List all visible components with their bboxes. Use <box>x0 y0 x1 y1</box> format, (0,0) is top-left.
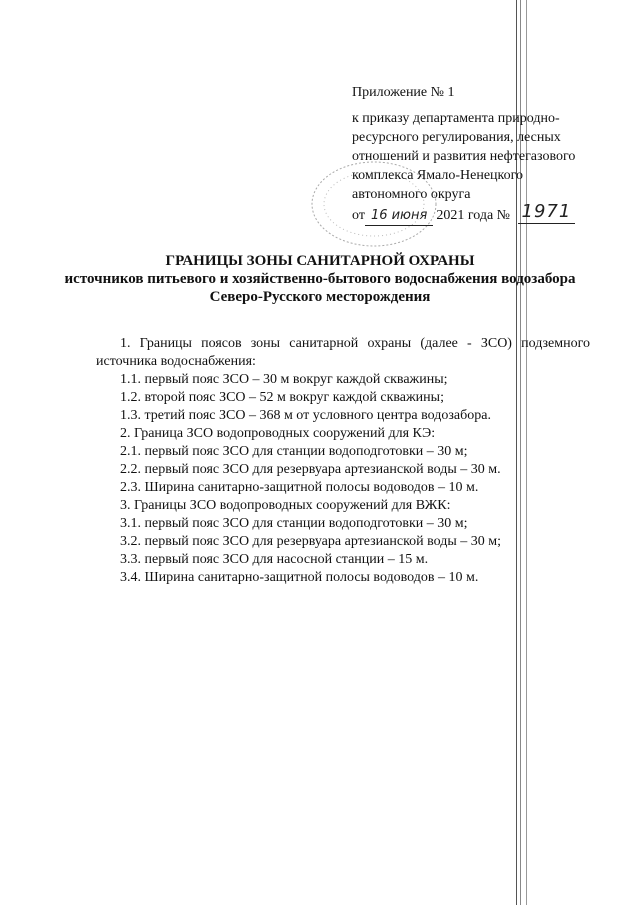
list-item: 3. Границы ЗСО водопроводных сооружений для ВЖК: <box>120 498 451 513</box>
list-item: 1.1. первый пояс ЗСО – 30 м вокруг каждой скважины; <box>120 372 448 387</box>
list-item: 2.1. первый пояс ЗСО для станции водоподготовки – 30 м; <box>120 444 468 459</box>
document-subtitle: Северо-Русского месторождения <box>209 289 431 305</box>
list-item: 2.3. Ширина санитарно-защитной полосы водоводов – 10 м. <box>120 480 479 495</box>
year-text: 2021 года № <box>436 208 511 223</box>
list-item: 3.3. первый пояс ЗСО для насосной станции – 15 м. <box>120 552 429 567</box>
handwritten-number: 1971 <box>518 203 576 224</box>
list-item: 1.3. третий пояс ЗСО – 368 м от условного центра водозабора. <box>120 408 491 423</box>
appendix-title: Приложение № 1 <box>352 85 455 100</box>
appendix-line: ресурсного регулирования, лесных <box>352 130 561 145</box>
appendix-line: отношений и развития нефтегазового <box>352 149 576 164</box>
handwritten-date: 16 июня <box>365 207 433 226</box>
appendix-line: комплекса Ямало-Ненецкого <box>352 168 524 183</box>
document-body <box>96 335 590 587</box>
list-item: 3.1. первый пояс ЗСО для станции водоподготовки – 30 м; <box>120 516 468 531</box>
date-prefix: от <box>352 208 365 223</box>
list-item: 2.2. первый пояс ЗСО для резервуара артезианской воды – 30 м. <box>120 462 501 477</box>
appendix-line: к приказу департамента природно- <box>352 111 560 126</box>
appendix-date-line <box>352 201 602 224</box>
list-item: 1. Границы поясов зоны санитарной охраны (далее - ЗСО) подземного источника водоснабжения: <box>96 336 590 369</box>
document-subtitle: источников питьевого и хозяйственно-бытового водоснабжения водозабора <box>64 271 576 287</box>
appendix-line: автономного округа <box>352 187 471 202</box>
list-item: 1.2. второй пояс ЗСО – 52 м вокруг каждой скважины; <box>120 390 444 405</box>
list-item: 3.2. первый пояс ЗСО для резервуара артезианской воды – 30 м; <box>120 534 502 549</box>
document-title: ГРАНИЦЫ ЗОНЫ САНИТАРНОЙ ОХРАНЫ <box>165 253 475 269</box>
list-item: 3.4. Ширина санитарно-защитной полосы водоводов – 10 м. <box>120 570 479 585</box>
list-item: 2. Граница ЗСО водопроводных сооружений для КЭ: <box>120 426 436 441</box>
